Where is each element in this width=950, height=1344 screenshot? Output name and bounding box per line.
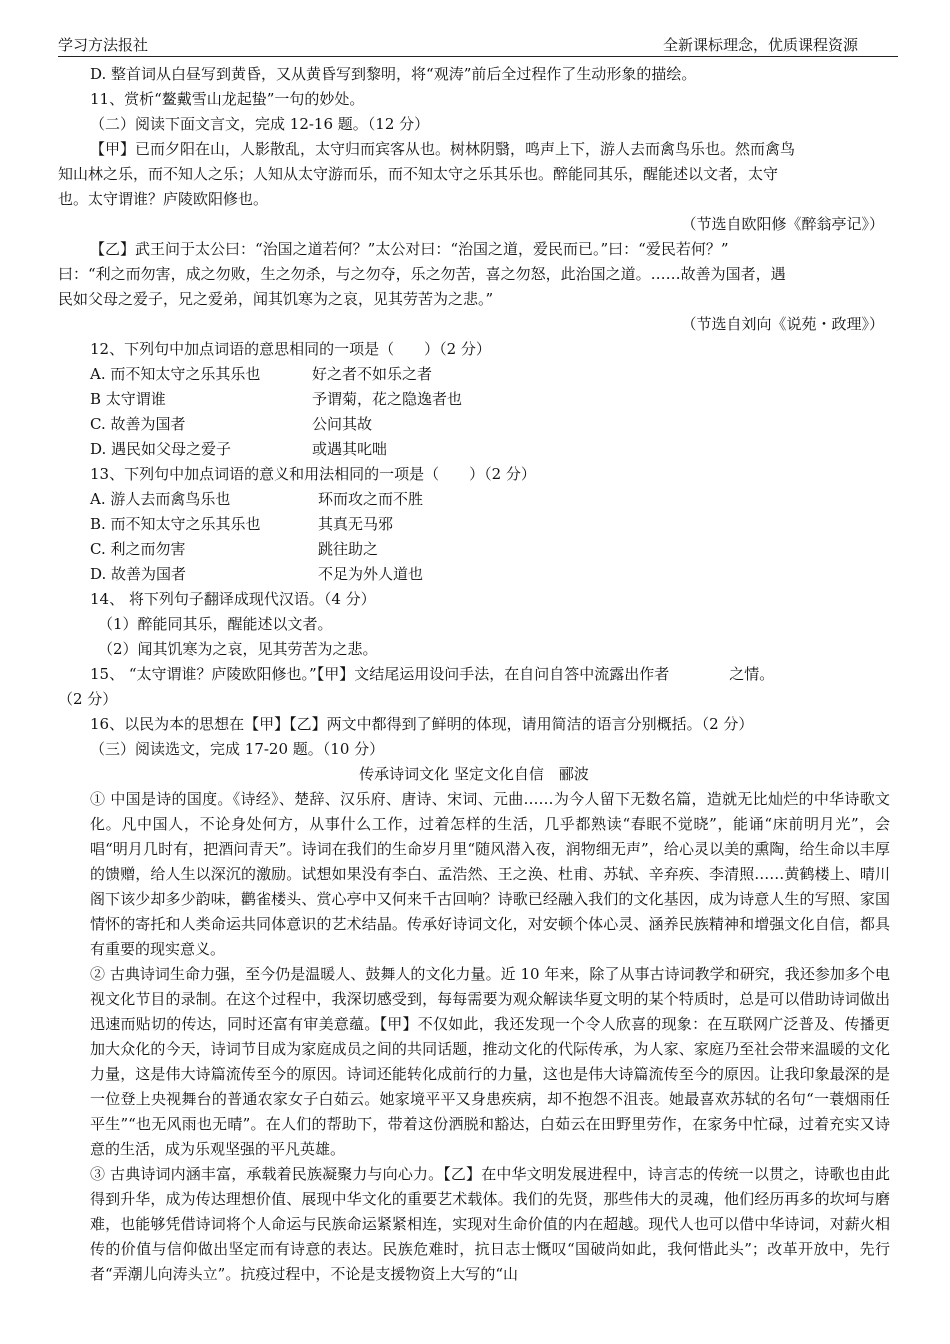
q13-option [58,537,890,562]
question-15-score: （2 分） [58,690,118,708]
question-15-text: 15、 “太守谓谁？庐陵欧阳修也。”【甲】文结尾运用设问手法，在自问自答中流露出作者 [90,665,670,683]
q13-option [58,487,890,512]
page-header [58,30,898,57]
text-jia-source: （节选自欧阳修《醉翁亭记》） [681,215,884,233]
q12-option-right: 予谓菊，花之隐逸者也 [312,390,463,408]
text-yi-line: 民如父母之爱子，兄之爱弟，闻其饥寒为之哀，见其劳苦为之悲。” [58,290,494,308]
question-14: 14、 将下列句子翻译成现代汉语。（4 分） [90,590,376,608]
question-11: 11、赏析“鳌戴雪山龙起蛰”一句的妙处。 [90,90,365,108]
q13-option-left: D. 故善为国者 [90,565,187,583]
question-15 [58,662,890,687]
question-12: 12、下列句中加点词语的意思相同的一项是（ ）（2 分） [90,340,491,358]
question-14-item: （2）闻其饥寒为之哀，见其劳苦为之悲。 [98,640,378,658]
q13-option-right: 环而攻之而不胜 [318,490,424,508]
question-15-text-end: 之情。 [729,665,775,683]
section-3-heading: （三）阅读选文，完成 17-20 题。（10 分） [90,740,385,758]
q13-option-right: 其真无马邪 [318,515,394,533]
question-14-item: （1）醉能同其乐，醒能述以文者。 [98,615,333,633]
exam-page [58,62,890,1287]
q12-option-left: A. 而不知太守之乐其乐也 [90,365,261,383]
publisher-name: 学习方法报社 [58,36,149,54]
q13-option-left: B. 而不知太守之乐其乐也 [90,515,261,533]
q13-option [58,562,890,587]
text-yi-source: （节选自刘向《说苑・政理》） [681,315,884,333]
article-paragraph: ② 古典诗词生命力强，至今仍是温暖人、鼓舞人的文化力量。近 10 年来，除了从事古诗词教学和研究，我还参加多个电视文化节目的录制。在这个过程中，我深切感受到，每每需要为观众解读华夏文明的某个特质时，总是可以借助诗词做出迅速而贴切的传达，同时还富有审美意蕴。【甲】不仅如此，我还发现一个令人欣喜的现象：在互联网广泛普及、传播更加大众化的今天，诗词节目成为家庭成员之间的共同话题，推动文化的代际传承，为人家、家庭乃至社会带来温暖的文化力量，这是伟大诗篇流传至今的原因。诗词还能转化成前行的力量，这也是伟大诗篇流传至今的原因。让我印象最深的是一位登上央视舞台的普通农家女子白茹云。她家境平平又身患疾病，却不抱怨不沮丧。她最喜欢苏轼的名句“一蓑烟雨任平生”“也无风雨也无晴”。在人们的帮助下，带着这份洒脱和豁达，白茹云在田野里劳作，在家务中忙碌，过着充实又诗意的生活，成为乐观坚强的平凡英雄。 [90,965,890,1158]
text-jia-line: 也。太守谓谁？庐陵欧阳修也。 [58,190,269,208]
q12-option [58,412,890,437]
q12-option-left: C. 故善为国者 [90,415,186,433]
text-jia-line: 【甲】已而夕阳在山，人影散乱，太守归而宾客从也。树林阴翳，鸣声上下，游人去而禽鸟乐也。然而禽鸟 [90,140,796,158]
text-yi-line: 【乙】武王问于太公曰：“治国之道若何？”太公对曰：“治国之道，爱民而已。”曰：“爱民若何？” [90,240,729,258]
q13-option [58,512,890,537]
q13-option-left: A. 游人去而禽鸟乐也 [90,490,231,508]
text-yi-line: 曰：“利之而勿害，成之勿败，生之勿杀，与之勿夺，乐之勿苦，喜之勿怒，此治国之道。……故善为国者，遇 [58,265,786,283]
q12-option-right: 好之者不如乐之者 [312,365,433,383]
q12-option [58,362,890,387]
q13-option-right: 跳往助之 [318,540,379,558]
question-13: 13、下列句中加点词语的意义和用法相同的一项是（ ）（2 分） [90,465,536,483]
q10-option-d: D. 整首词从白昼写到黄昏，又从黄昏写到黎明，将“观涛”前后全过程作了生动形象的描绘。 [90,65,697,83]
q12-option [58,437,890,462]
q12-option-right: 公问其故 [312,415,373,433]
question-16: 16、以民为本的思想在【甲】【乙】两文中都得到了鲜明的体现，请用简洁的语言分别概括。（2 分） [90,715,754,733]
text-jia-line: 知山林之乐，而不知人之乐；人知从太守游而乐，而不知太守之乐其乐也。醉能同其乐，醒能述以文者，太守 [58,165,779,183]
q12-option-left: B 太守谓谁 [90,390,166,408]
article-paragraph: ③ 古典诗词内涵丰富，承载着民族凝聚力与向心力。【乙】在中华文明发展进程中，诗言志的传统一以贯之，诗歌也由此得到升华，成为传达理想价值、展现中华文化的重要艺术载体。我们的先贤，那些伟大的灵魂，他们经历再多的坎坷与磨难，也能够凭借诗词将个人命运与民族命运紧紧相连，实现对生命价值的内在超越。现代人也可以借中华诗词，对薪火相传的价值与信仰做出坚定而有诗意的表达。民族危难时，抗日志士慨叹“国破尚如此，我何惜此头”；改革开放中，先行者“弄潮儿向涛头立”。抗疫过程中，不论是支援物资上大写的“山 [90,1165,890,1283]
header-slogan: 全新课标理念，优质课程资源 [662,36,858,54]
article-paragraph: ① 中国是诗的国度。《诗经》、楚辞、汉乐府、唐诗、宋词、元曲……为今人留下无数名篇，造就无比灿烂的中华诗歌文化。凡中国人，不论身处何方，从事什么工作，过着怎样的生活，几乎都熟读“春眠不觉晓”，能诵“床前明月光”，会唱“明月几时有，把酒问青天”。诗词在我们的生命岁月里“随风潜入夜，润物细无声”，给心灵以美的熏陶，给生命以丰厚的馈赠，给人生以深沉的激励。试想如果没有李白、孟浩然、王之涣、杜甫、苏轼、辛弃疾、李清照……黄鹤楼上、晴川阁下该少却多少韵味，鹳雀楼头、赏心亭中又何来千古回响？诗歌已经融入我们的文化基因，成为诗意人生的写照、家国情怀的寄托和人类命运共同体意识的艺术结晶。传承好诗词文化，对安顿个体心灵、涵养民族精神和增强文化自信，都具有重要的现实意义。 [90,790,890,958]
section-2-heading: （二）阅读下面文言文，完成 12-16 题。（12 分） [90,115,430,133]
q13-option-right: 不足为外人道也 [318,565,424,583]
q13-option-left: C. 利之而勿害 [90,540,186,558]
q12-option-right: 或遇其叱咄 [312,440,388,458]
q12-option [58,387,890,412]
q12-option-left: D. 遇民如父母之爱子 [90,440,232,458]
article-title: 传承诗词文化 坚定文化自信 郦波 [359,765,589,783]
